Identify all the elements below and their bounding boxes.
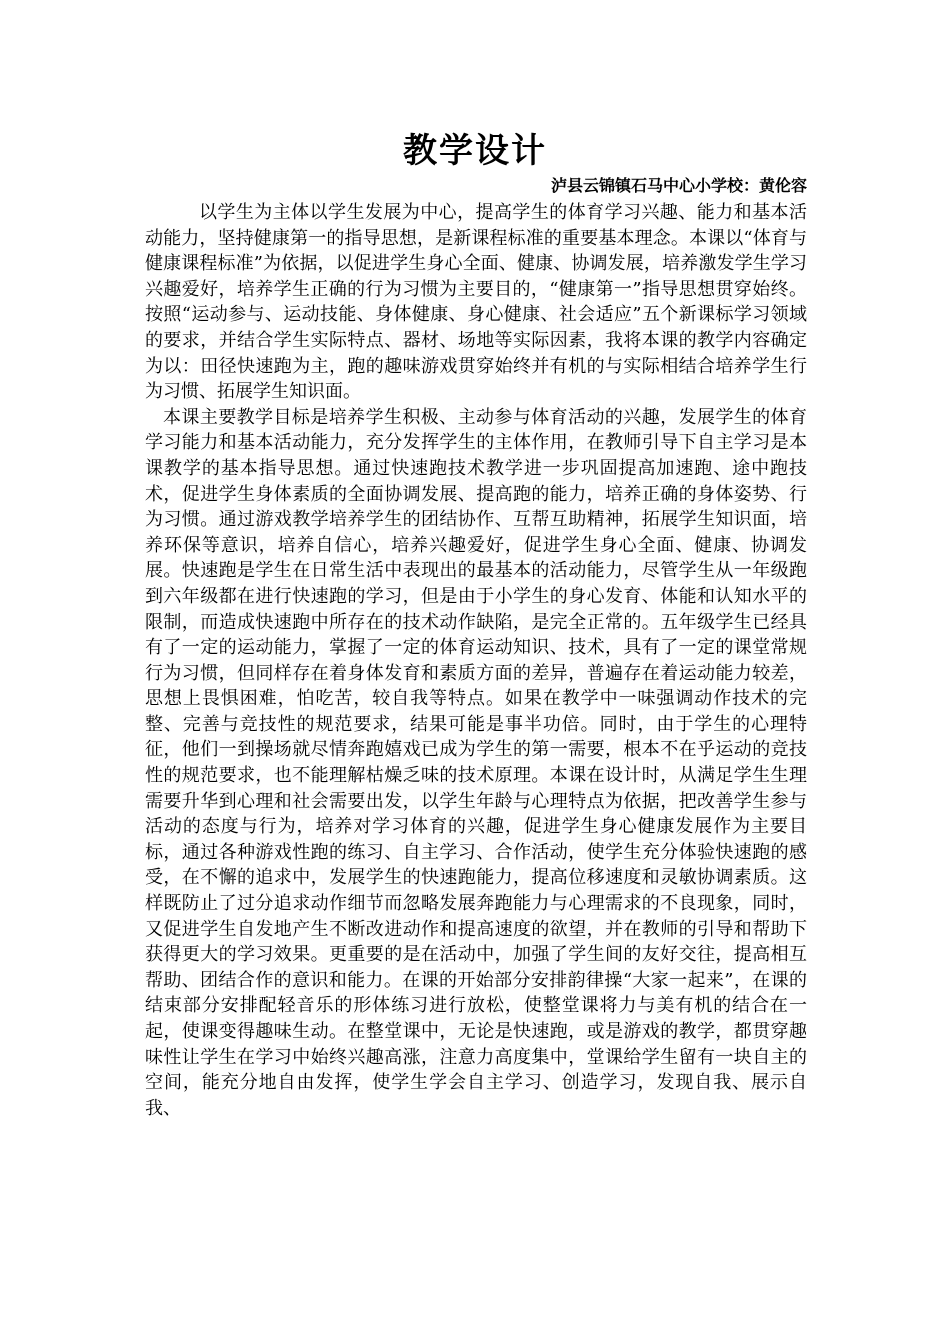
body-paragraph-1: 以学生为主体以学生发展为中心，提高学生的体育学习兴趣、能力和基本活动能力，坚持健康第一的指导思想，是新课程标准的重要基本理念。本课以“体育与健康课程标准”为依据，以促进学生身心全面、健康、协调发展，培养激发学生学习兴趣爱好，培养学生正确的行为习惯为主要目的，“健康第一”指导思想贯穿始终。按照“运动参与、运动技能、身体健康、身心健康、社会适应”五个新课标学习领域的要求，并结合学生实际特点、器材、场地等实际因素，我将本课的教学内容确定为以：田径快速跑为主，跑的趣味游戏贯穿始终并有机的与实际相结合培养学生行为习惯、拓展学生知识面。 bbox=[145, 202, 807, 403]
document-title: 教学设计 bbox=[403, 131, 547, 171]
document-body bbox=[145, 200, 807, 1121]
author-line: 泸县云锦镇石马中心小学校：黄伦容 bbox=[550, 176, 807, 195]
body-paragraph-2: 本课主要教学目标是培养学生积极、主动参与体育活动的兴趣，发展学生的体育学习能力和基本活动能力，充分发挥学生的主体作用，在教师引导下自主学习是本课教学的基本指导思想。通过快速跑技术教学进一步巩固提高加速跑、途中跑技术，促进学生身体素质的全面协调发展、提高跑的能力，培养正确的身体姿势、行为习惯。通过游戏教学培养学生的团结协作、互帮互助精神，拓展学生知识面，培养环保等意识，培养自信心，培养兴趣爱好，促进学生身心全面、健康、协调发展。快速跑是学生在日常生活中表现出的最基本的活动能力，尽管学生从一年级跑到六年级都在进行快速跑的学习，但是由于小学生的身心发育、体能和认知水平的限制，而造成快速跑中所存在的技术动作缺陷，是完全正常的。五年级学生已经具有了一定的运动能力，掌握了一定的体育运动知识、技术，具有了一定的课堂常规行为习惯，但同样存在着身体发育和素质方面的差异，普遍存在着运动能力较差，思想上畏惧困难，怕吃苦，较自我等特点。如果在教学中一味强调动作技术的完整、完善与竞技性的规范要求，结果可能是事半功倍。同时，由于学生的心理特征，他们一到操场就尽情奔跑嬉戏已成为学生的第一需要，根本不在乎运动的竞技性的规范要求，也不能理解枯燥乏味的技术原理。本课在设计时，从满足学生生理需要升华到心理和社会需要出发，以学生年龄与心理特点为依据，把改善学生参与活动的态度与行为，培养对学习体育的兴趣，促进学生身心健康发展作为主要目标，通过各种游戏性跑的练习、自主学习、合作活动，使学生充分体验快速跑的感受，在不懈的追求中，发展学生的快速跑能力，提高位移速度和灵敏协调素质。这样既防止了过分追求动作细节而忽略发展奔跑能力与心理需求的不良现象，同时，又促进学生自发地产生不断改进动作和提高速度的欲望，并在教师的引导和帮助下获得更大的学习效果。更重要的是在活动中，加强了学生间的友好交往，提高相互帮助、团结合作的意识和能力。在课的开始部分安排韵律操“大家一起来”，在课的结束部分安排配轻音乐的形体练习进行放松，使整堂课将力与美有机的结合在一起，使课变得趣味生动。在整堂课中，无论是快速跑，或是游戏的教学，都贯穿趣味性让学生在学习中始终兴趣高涨，注意力高度集中，堂课给学生留有一块自主的空间，能充分地自由发挥，使学生学会自主学习、创造学习，发现自我、展示自我、 bbox=[145, 406, 807, 1119]
